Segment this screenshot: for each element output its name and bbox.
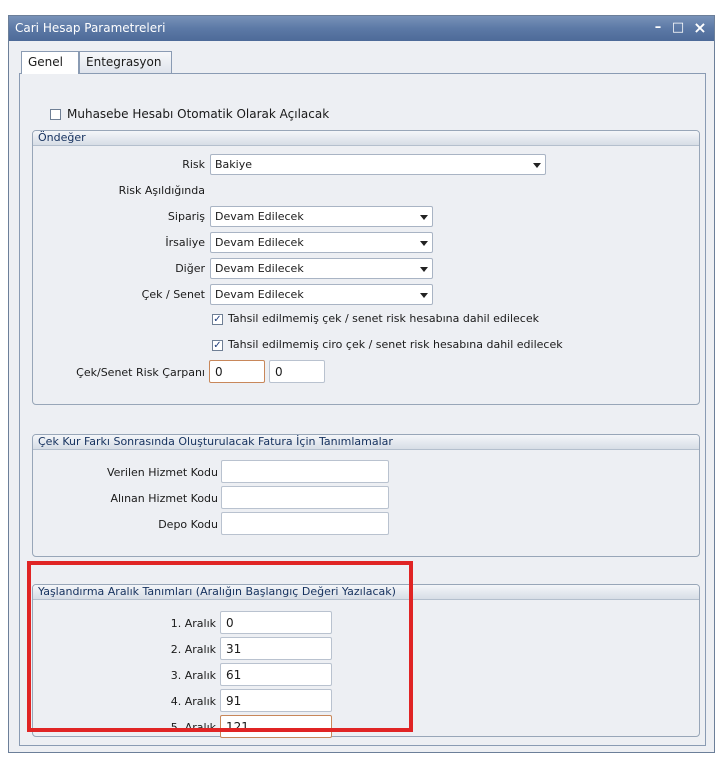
risk-multiplier-label: Çek/Senet Risk Çarpanı (76, 366, 205, 379)
other-dropdown[interactable] (210, 258, 433, 279)
chevron-down-icon (420, 215, 428, 220)
risk-label: Risk (182, 158, 205, 171)
order-dropdown-value: Devam Edilecek (215, 210, 304, 223)
maximize-button[interactable]: □ (671, 20, 685, 35)
cheque-label: Çek / Senet (141, 288, 205, 301)
defaults-group-header (33, 131, 699, 146)
minimize-button[interactable]: – (654, 20, 662, 35)
given-service-code-input[interactable] (221, 460, 389, 483)
tab-genel[interactable]: Genel (21, 51, 79, 74)
received-service-code-input[interactable] (221, 486, 389, 509)
range-5-value: 121 (226, 720, 249, 734)
range-2-label: 2. Aralık (170, 643, 216, 656)
warehouse-code-input[interactable] (221, 512, 389, 535)
range-1-label: 1. Aralık (170, 617, 216, 630)
range-4-value: 91 (226, 694, 242, 708)
range-5-label: 5. Aralık (170, 721, 216, 734)
uncollected-endorsed-checkbox[interactable]: ✓ (213, 340, 222, 351)
risk-multiplier-input-1[interactable] (209, 360, 265, 383)
auto-account-checkbox[interactable] (50, 109, 61, 120)
range-4-label: 4. Aralık (170, 695, 216, 708)
risk-multiplier-input-2[interactable] (269, 360, 325, 383)
order-dropdown[interactable] (210, 206, 433, 227)
auto-account-label: Muhasebe Hesabı Otomatik Olarak Açılacak (67, 107, 330, 121)
cheque-dropdown[interactable] (210, 284, 433, 305)
order-label: Sipariş (167, 210, 205, 223)
risk-multiplier-value-1: 0 (215, 365, 223, 379)
defaults-group (32, 130, 700, 405)
tab-entegrasyon[interactable]: Entegrasyon (79, 51, 172, 73)
cheque-dropdown-value: Devam Edilecek (215, 288, 304, 301)
given-service-code-label: Verilen Hizmet Kodu (106, 466, 218, 479)
title-bar[interactable] (9, 16, 714, 41)
highlight-box (27, 561, 413, 732)
range-3-value: 61 (226, 668, 242, 682)
uncollected-cheque-label: Tahsil edilmemiş çek / senet risk hesabına dahil edilecek (228, 312, 539, 325)
uncollected-endorsed-label: Tahsil edilmemiş ciro çek / senet risk hesabına dahil edilecek (228, 338, 563, 351)
chevron-down-icon (533, 163, 541, 168)
warehouse-code-label: Depo Kodu (158, 518, 218, 531)
range-3-label: 3. Aralık (170, 669, 216, 682)
uncollected-cheque-checkbox[interactable]: ✓ (213, 314, 222, 325)
risk-dropdown[interactable] (210, 154, 546, 175)
risk-dropdown-value: Bakiye (215, 158, 252, 171)
chevron-down-icon (420, 267, 428, 272)
close-button[interactable]: × (693, 18, 707, 37)
range-1-value: 0 (226, 616, 234, 630)
exchange-group (32, 434, 700, 557)
waybill-dropdown[interactable] (210, 232, 433, 253)
chevron-down-icon (420, 241, 428, 246)
risk-exceeded-label: Risk Aşıldığında (118, 184, 205, 197)
exchange-group-title: Çek Kur Farkı Sonrasında Oluşturulacak Fatura İçin Tanımlamalar (38, 435, 393, 448)
aging-group-title: Yaşlandırma Aralık Tanımları (Aralığın Başlangıç Değeri Yazılacak) (38, 585, 396, 598)
chevron-down-icon (420, 293, 428, 298)
risk-multiplier-value-2: 0 (275, 365, 283, 379)
range-2-value: 31 (226, 642, 242, 656)
window-title: Cari Hesap Parametreleri (15, 21, 166, 35)
other-label: Diğer (175, 262, 205, 275)
waybill-dropdown-value: Devam Edilecek (215, 236, 304, 249)
received-service-code-label: Alınan Hizmet Kodu (110, 492, 218, 505)
defaults-group-title: Öndeğer (38, 131, 86, 144)
other-dropdown-value: Devam Edilecek (215, 262, 304, 275)
exchange-group-header (33, 435, 699, 450)
waybill-label: İrsaliye (165, 236, 205, 249)
